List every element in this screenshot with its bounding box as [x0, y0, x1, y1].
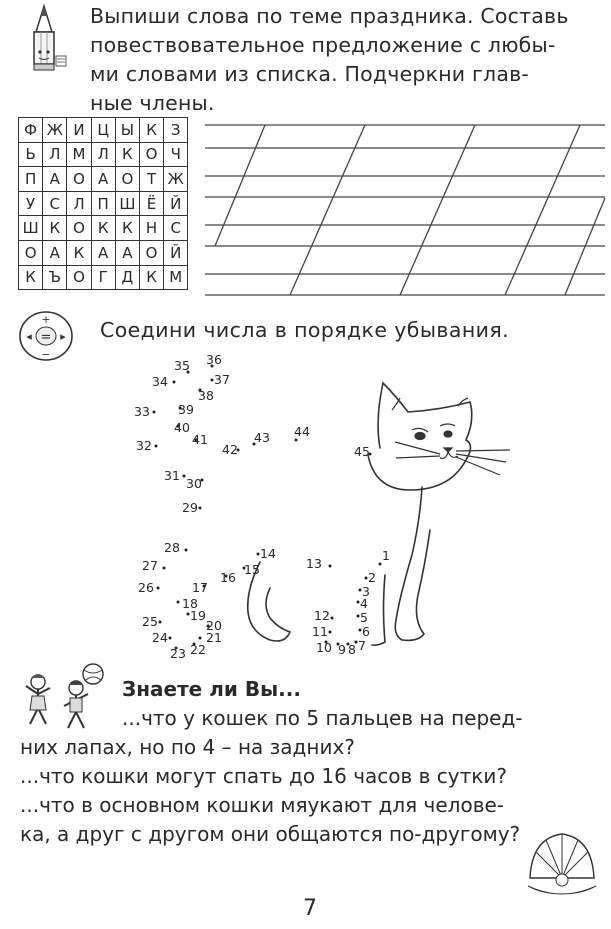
dot-number: 36	[206, 352, 222, 367]
dot	[173, 381, 176, 384]
grid-cell: С	[164, 216, 188, 241]
dot-number: 22	[190, 642, 206, 657]
dot	[183, 475, 186, 478]
dot	[185, 549, 188, 552]
dot-number: 23	[170, 646, 186, 661]
dot	[331, 617, 334, 620]
grid-cell: Ш	[19, 216, 43, 241]
dot-number: 40	[174, 420, 190, 435]
dot-number: 2	[368, 570, 376, 585]
task1-line: ми словами из списка. Подчеркни глав-	[90, 62, 529, 86]
dot-number: 26	[138, 580, 154, 595]
task2-instruction: Соедини числа в порядке убывания.	[100, 318, 510, 342]
grid-cell: О	[139, 142, 163, 167]
grid-cell: И	[67, 118, 91, 143]
grid-cell: Ж	[164, 167, 188, 192]
dot-number: 10	[316, 640, 332, 655]
dot-number: 6	[362, 624, 370, 639]
dot-number: 15	[244, 562, 260, 577]
dot-number: 20	[206, 618, 222, 633]
grid-cell: О	[115, 167, 139, 192]
dot-number: 31	[164, 468, 180, 483]
grid-row	[19, 265, 188, 290]
dot-number: 45	[354, 444, 370, 459]
grid-cell: Ё	[139, 191, 163, 216]
grid-cell: А	[43, 240, 67, 265]
grid-cell: Т	[139, 167, 163, 192]
dot	[329, 565, 332, 568]
svg-text:=: =	[40, 330, 52, 345]
dot	[199, 637, 202, 640]
svg-text:−: −	[41, 348, 51, 361]
dot-number: 27	[142, 558, 158, 573]
dot-number: 30	[186, 476, 202, 491]
dot-number: 35	[174, 358, 190, 373]
dot-number: 42	[222, 442, 238, 457]
grid-row	[19, 118, 188, 143]
task1-line: повествовательное предложение с любы-	[90, 33, 556, 57]
svg-text:▸: ▸	[60, 330, 66, 343]
grid-cell: Д	[115, 265, 139, 290]
dot-number: 1	[382, 548, 390, 563]
dot-number: 37	[214, 372, 230, 387]
page-number: 7	[303, 896, 317, 921]
dot-number: 43	[254, 430, 270, 445]
letter-grid	[18, 117, 188, 290]
dot-number: 13	[306, 556, 322, 571]
dot-number: 44	[294, 424, 310, 439]
grid-cell: К	[139, 265, 163, 290]
grid-cell: Ш	[115, 191, 139, 216]
dot	[163, 567, 166, 570]
grid-row	[19, 240, 188, 265]
fact-line: них лапах, но по 4 – на задних?	[20, 735, 355, 759]
grid-cell: Ы	[115, 118, 139, 143]
dot-number: 9	[338, 642, 346, 657]
grid-cell: К	[67, 240, 91, 265]
dot	[153, 411, 156, 414]
know-title: Знаете ли Вы...	[122, 677, 301, 701]
task1-line: ные члены.	[90, 91, 215, 115]
grid-cell: А	[91, 167, 115, 192]
fact-line: ка, а друг с другом они общаются по-другому?	[20, 822, 521, 846]
grid-cell: О	[67, 216, 91, 241]
grid-cell: А	[115, 240, 139, 265]
dot-number: 24	[152, 630, 168, 645]
grid-cell: К	[91, 216, 115, 241]
dot-number: 39	[178, 402, 194, 417]
writing-lines	[205, 118, 611, 304]
dot-number: 33	[134, 404, 150, 419]
dot-number: 3	[362, 584, 370, 599]
dot	[199, 507, 202, 510]
dot	[157, 587, 160, 590]
dot-number: 32	[136, 438, 152, 453]
grid-cell: К	[115, 216, 139, 241]
task1-instructions	[90, 2, 602, 118]
grid-cell: О	[67, 167, 91, 192]
dot	[329, 631, 332, 634]
dot-number: 16	[220, 570, 236, 585]
svg-text:◂: ◂	[26, 330, 32, 343]
dot-number: 34	[152, 374, 168, 389]
dot	[155, 445, 158, 448]
dot-number: 7	[358, 638, 366, 653]
grid-cell: У	[19, 191, 43, 216]
grid-cell: Ъ	[43, 265, 67, 290]
grid-cell: Ф	[19, 118, 43, 143]
grid-cell: Ц	[91, 118, 115, 143]
dot	[177, 601, 180, 604]
svg-text:+: +	[41, 313, 51, 326]
grid-cell: З	[164, 118, 188, 143]
dot	[159, 621, 162, 624]
grid-cell: Л	[67, 191, 91, 216]
grid-cell: Л	[91, 142, 115, 167]
grid-row	[19, 191, 188, 216]
dot-number: 29	[182, 500, 198, 515]
cat-face	[392, 398, 510, 475]
grid-cell: П	[19, 167, 43, 192]
grid-cell: Ч	[164, 142, 188, 167]
dot-number: 38	[198, 388, 214, 403]
seashell-icon	[522, 828, 602, 902]
dot-number: 8	[348, 642, 356, 657]
grid-cell: А	[91, 240, 115, 265]
dot-number: 25	[142, 614, 158, 629]
dot	[169, 637, 172, 640]
grid-cell: А	[43, 167, 67, 192]
grid-cell: Ж	[43, 118, 67, 143]
fact-line: ...что в основном кошки мяукают для челове-	[20, 793, 505, 817]
dot-number: 18	[182, 596, 198, 611]
grid-row	[19, 216, 188, 241]
grid-cell: М	[67, 142, 91, 167]
grid-cell: Ь	[19, 142, 43, 167]
grid-row	[19, 167, 188, 192]
grid-cell: Н	[139, 216, 163, 241]
dot-number: 41	[192, 432, 208, 447]
numbered-dots	[134, 352, 390, 661]
dot-number: 28	[164, 540, 180, 555]
grid-cell: К	[43, 216, 67, 241]
grid-cell: К	[139, 118, 163, 143]
grid-cell: Г	[91, 265, 115, 290]
grid-cell: Й	[164, 191, 188, 216]
grid-row	[19, 142, 188, 167]
grid-cell: Й	[164, 240, 188, 265]
grid-cell: О	[67, 265, 91, 290]
fact-line: ...что у кошек по 5 пальцев на перед-	[122, 706, 523, 730]
grid-cell: К	[19, 265, 43, 290]
dot-number: 14	[260, 546, 276, 561]
dot-number: 17	[192, 580, 208, 595]
grid-cell: К	[115, 142, 139, 167]
grid-cell: М	[164, 265, 188, 290]
fact-line: ...что кошки могут спать до 16 часов в сутки?	[20, 764, 507, 788]
dot-number: 4	[360, 596, 368, 611]
grid-cell: О	[139, 240, 163, 265]
grid-cell: С	[43, 191, 67, 216]
pencil-icon	[22, 2, 74, 76]
dot-number: 5	[360, 610, 368, 625]
dot-number: 12	[314, 608, 330, 623]
grid-cell: О	[19, 240, 43, 265]
dot-number: 11	[312, 624, 328, 639]
dot-number: 19	[190, 608, 206, 623]
grid-cell: Л	[43, 142, 67, 167]
task1-line: Выпиши слова по теме праздника. Составь	[90, 4, 569, 28]
dot-to-dot-puzzle	[0, 350, 611, 670]
grid-cell: П	[91, 191, 115, 216]
dot-number: 21	[206, 630, 222, 645]
